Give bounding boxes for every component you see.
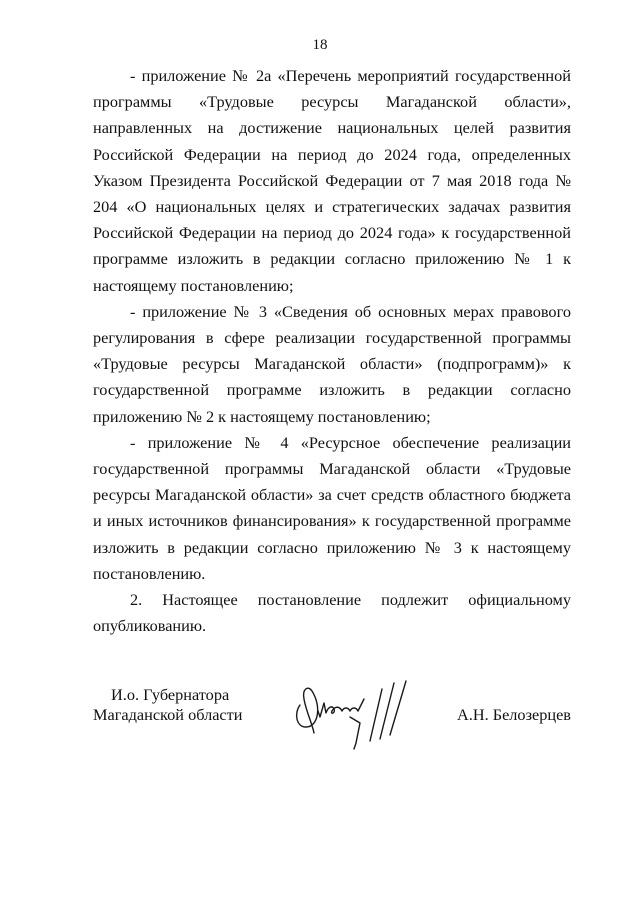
- document-body: [93, 63, 571, 639]
- signature-block: [93, 677, 571, 767]
- signatory-name: А.Н. Белозерцев: [457, 705, 571, 724]
- signatory-position-line1: И.о. Губернатора: [111, 685, 230, 704]
- handwritten-signature: [290, 677, 422, 757]
- signature-body-stroke: [318, 699, 364, 717]
- paragraph-publication: 2. Настоящее постановление подлежит официальному опубликованию.: [93, 590, 571, 636]
- page-number: 18: [312, 37, 328, 53]
- paragraph-appendix-4: - приложение № 4 «Ресурсное обеспечение реализации государственной программы Магаданской области «Трудовые ресурсы Магаданской области» за счет средств областного бюджета и иных источников финансирования» к государственной программе изложить в редакции согласно приложению № 3 к настоящему постановлению.: [93, 432, 571, 583]
- signature-loop-stroke: [297, 688, 318, 733]
- signature-slash-stroke-1: [370, 689, 382, 741]
- signature-tail-stroke: [350, 717, 360, 749]
- paragraph-appendix-2a: - приложение № 2а «Перечень мероприятий государственной программы «Трудовые ресурсы Магаданской области», направленных на достижение национальных целей развития Российской Федерации на период до 2024 года, определенных Указом Президента Российской Федерации от 7 мая 2018 года № 204 «О национальных целях и стратегических задачах развития Российской Федерации на период до 2024 года» к государственной программе изложить в редакции согласно приложению № 1 к настоящему постановлению;: [93, 66, 571, 295]
- signatory-position: [93, 685, 243, 725]
- paragraph-appendix-3: - приложение № 3 «Сведения об основных мерах правового регулирования в сфере реализации государственной программы «Трудовые ресурсы Магаданской области» (подпрограмм)» к государственной программе изложить в редакции согласно приложению № 2 к настоящему постановлению;: [93, 301, 571, 426]
- signatory-position-line2: Магаданской области: [93, 705, 243, 724]
